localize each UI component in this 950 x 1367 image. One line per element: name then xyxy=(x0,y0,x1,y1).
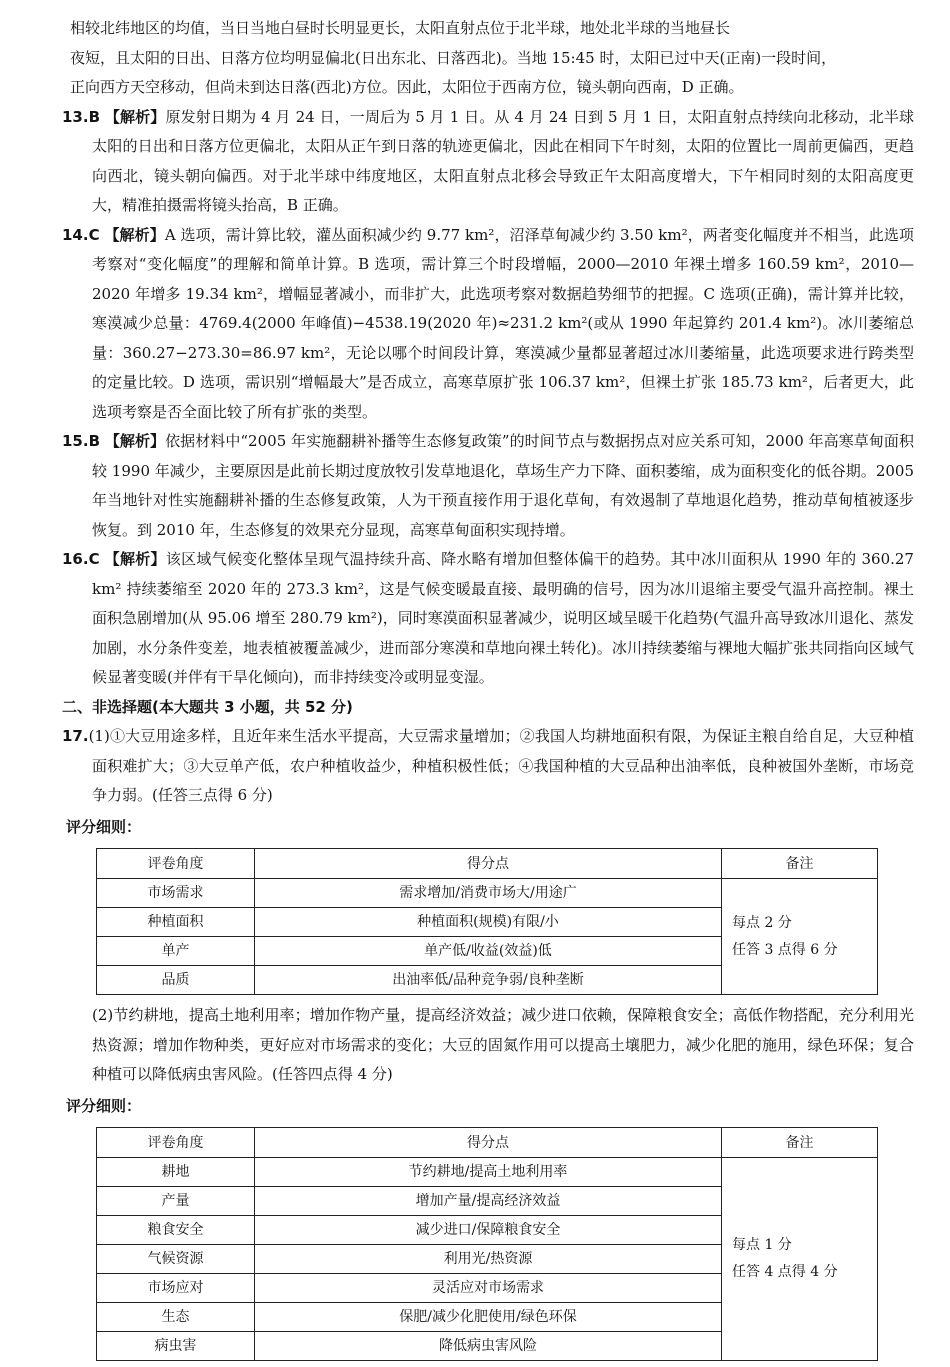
table-header-row xyxy=(97,849,878,879)
question-text: 依据材料中“2005 年实施翻耕补播等生态修复政策”的时间节点与数据拐点对应关系可知，2000 年高寒草甸面积较 1990 年减少，主要原因是此前长期过度放牧引发草地退化，草场生产力下降、面积萎缩，成为面积变化的低谷期。2005 年当地针对性实施翻耕补播的生态修复政策，人为干预直接作用于退化草甸，有效遏制了草地退化趋势，推动草甸植被逐步恢复。到 2010 年，生态修复的效果充分显现，高寒草甸面积实现持增。 xyxy=(92,432,914,539)
table-cell: 出油率低/品种竞争弱/良种垄断 xyxy=(255,966,722,995)
table-cell: 市场应对 xyxy=(97,1274,255,1303)
analysis-tag: 【解析】 xyxy=(104,107,166,126)
q12-continuation xyxy=(62,14,914,103)
table-cell: 市场需求 xyxy=(97,879,255,908)
table-cell: 气候资源 xyxy=(97,1245,255,1274)
scoring-table-1 xyxy=(96,848,878,995)
question-number: 13.B xyxy=(62,107,101,126)
analysis-tag: 【解析】 xyxy=(104,432,166,450)
question-number: 17. xyxy=(62,727,89,745)
note-line: 每点 1 分 xyxy=(732,1237,792,1253)
analysis-tag: 【解析】 xyxy=(104,550,166,568)
table-cell: 减少进口/保障粮食安全 xyxy=(255,1216,722,1245)
table-cell: 增加产量/提高经济效益 xyxy=(255,1187,722,1216)
note-line: 任答 3 点得 6 分 xyxy=(732,941,838,958)
question-15 xyxy=(62,427,914,545)
table-note-cell xyxy=(722,879,878,995)
table-cell: 单产低/收益(效益)低 xyxy=(255,937,722,966)
table-cell: 单产 xyxy=(97,937,255,966)
table-cell: 利用光/热资源 xyxy=(255,1245,722,1274)
table-header: 备注 xyxy=(722,849,878,879)
question-16 xyxy=(62,545,914,693)
table-cell: 品质 xyxy=(97,966,255,995)
analysis-tag: 【解析】 xyxy=(104,225,165,244)
table-cell: 灵活应对市场需求 xyxy=(255,1274,722,1303)
section-heading: 二、非选择题(本大题共 3 小题，共 52 分) xyxy=(62,697,353,716)
table-cell: 保肥/减少化肥使用/绿色环保 xyxy=(255,1303,722,1332)
table-header: 评卷角度 xyxy=(97,1128,255,1158)
note-line: 每点 2 分 xyxy=(732,914,792,931)
question-number: 16.C xyxy=(62,550,100,568)
scoring-table-2 xyxy=(96,1127,878,1361)
question-14 xyxy=(62,221,914,428)
question-17-part-2: (2)节约耕地，提高土地利用率；增加作物产量，提高经济效益；减少进口依赖，保障粮食安全；高低作物搭配，充分利用光热资源；增加作物种类，更好应对市场需求的变化；大豆的固氮作用可以提高土壤肥力，减少化肥的施用，绿色环保；复合种植可以降低病虫害风险。(任答四点得 4 分) xyxy=(92,1006,914,1083)
table-cell: 粮食安全 xyxy=(97,1216,255,1245)
question-text: 原发射日期为 4 月 24 日，一周后为 5 月 1 日。从 4 月 24 日到 5 月 1 日，太阳直射点持续向北移动，北半球太阳的日出和日落方位更偏北，太阳从正午到日落的轨迹更偏北，因此在相同下午时刻，太阳的位置比一周前更偏西，更趋向西北，镜头朝向偏西。对于北半球中纬度地区，太阳直射点北移会导致正午太阳高度增大，下午相同时刻的太阳高度更大，精准拍摄需将镜头抬高，B 正确。 xyxy=(92,107,914,214)
question-number: 15.B xyxy=(62,432,101,450)
question-text: A 选项，需计算比较，灌丛面积减少约 9.77 km²，沼泽草甸减少约 3.50 km²，两者变化幅度并不相当，此选项考察对“变化幅度”的理解和简单计算。B 选项，需计算三个时段增幅，2000—2010 年裸土增多 160.59 km²，2010—2020 年增多 19.34 km²，增幅显著减小，而非扩大，此选项考察对数据趋势细节的把握。C 选项(正确)，需计算并比较，寒漠减少总量：4769.4(2000 年峰值)−4538.19(2020 年)≈231.2 km²(或从 1990 年起算约 201.4 km²)。冰川萎缩总量：360.27−273.30=86.97 km²，无论以哪个时间段计算，寒漠减少量都显著超过冰川萎缩量，此选项要求进行跨类型的定量比较。D 选项，需识别“增幅最大”是否成立，高寒草原扩张 106.37 km²，但裸土扩张 185.73 km²，后者更大，此选项考察是否全面比较了所有扩张的类型。 xyxy=(92,225,914,421)
page-content xyxy=(62,19,914,1367)
table-header: 评卷角度 xyxy=(97,849,255,879)
table-cell: 节约耕地/提高土地利用率 xyxy=(255,1158,722,1187)
table-cell: 种植面积(规模)有限/小 xyxy=(255,908,722,937)
table-cell: 生态 xyxy=(97,1303,255,1332)
table-header-row xyxy=(97,1128,878,1158)
table-header: 得分点 xyxy=(255,1128,722,1158)
table-header: 备注 xyxy=(722,1128,878,1158)
question-text: 该区域气候变化整体呈现气温持续升高、降水略有增加但整体偏干的趋势。其中冰川面积从 1990 年的 360.27 km² 持续萎缩至 2020 年的 273.3 km²，这是气候变暖最直接、最明确的信号，因为冰川退缩主要受气温升高控制。裸土面积急剧增加(从 95.06 增至 280.79 km²)，同时寒漠面积显著减少，说明区域呈暖干化趋势(气温升高导致冰川退化、蒸发加剧，水分条件变差，地表植被覆盖减少，进而部分寒漠和草地向裸土转化)。冰川持续萎缩与裸地大幅扩张共同指向区域气候显著变暖(并伴有干旱化倾向)，而非持续变冷或明显变湿。 xyxy=(92,550,914,686)
table-cell: 产量 xyxy=(97,1187,255,1216)
table-cell: 降低病虫害风险 xyxy=(255,1332,722,1361)
scoring-title: 评分细则： xyxy=(66,1096,142,1115)
table-cell: 需求增加/消费市场大/用途广 xyxy=(255,879,722,908)
q12-line-2: 正向西方天空移动，但尚未到达日落(西北)方位。因此，太阳位于西南方位，镜头朝向西南，D 正确。 xyxy=(70,78,744,96)
question-13 xyxy=(62,103,914,221)
table-note-cell xyxy=(722,1158,878,1361)
table-cell: 种植面积 xyxy=(97,908,255,937)
question-text: (1)①大豆用途多样，且近年来生活水平提高，大豆需求量增加；②我国人均耕地面积有限，为保证主粮自给自足，大豆种植面积难扩大；③大豆单产低，农户种植收益少，种植积极性低；④我国种植的大豆品种出油率低，良种被国外垄断，市场竞争力弱。(任答三点得 6 分) xyxy=(88,727,914,804)
table-row xyxy=(97,1158,878,1187)
q12-line-1: 夜短，且太阳的日出、日落方位均明显偏北(日出东北、日落西北)。当地 15:45 时，太阳已过中天(正南)一段时间， xyxy=(70,48,837,67)
table-cell: 耕地 xyxy=(97,1158,255,1187)
question-number: 14.C xyxy=(62,225,100,244)
scoring-title: 评分细则： xyxy=(66,817,142,836)
question-17-part-1 xyxy=(62,722,914,811)
table-row xyxy=(97,879,878,908)
q12-line-0: 相较北纬地区的均值，当日当地白昼时长明显更长，太阳直射点位于北半球，地处北半球的当地昼长 xyxy=(70,19,731,37)
table-cell: 病虫害 xyxy=(97,1332,255,1361)
table-header: 得分点 xyxy=(255,849,722,879)
note-line: 任答 4 点得 4 分 xyxy=(732,1264,838,1280)
